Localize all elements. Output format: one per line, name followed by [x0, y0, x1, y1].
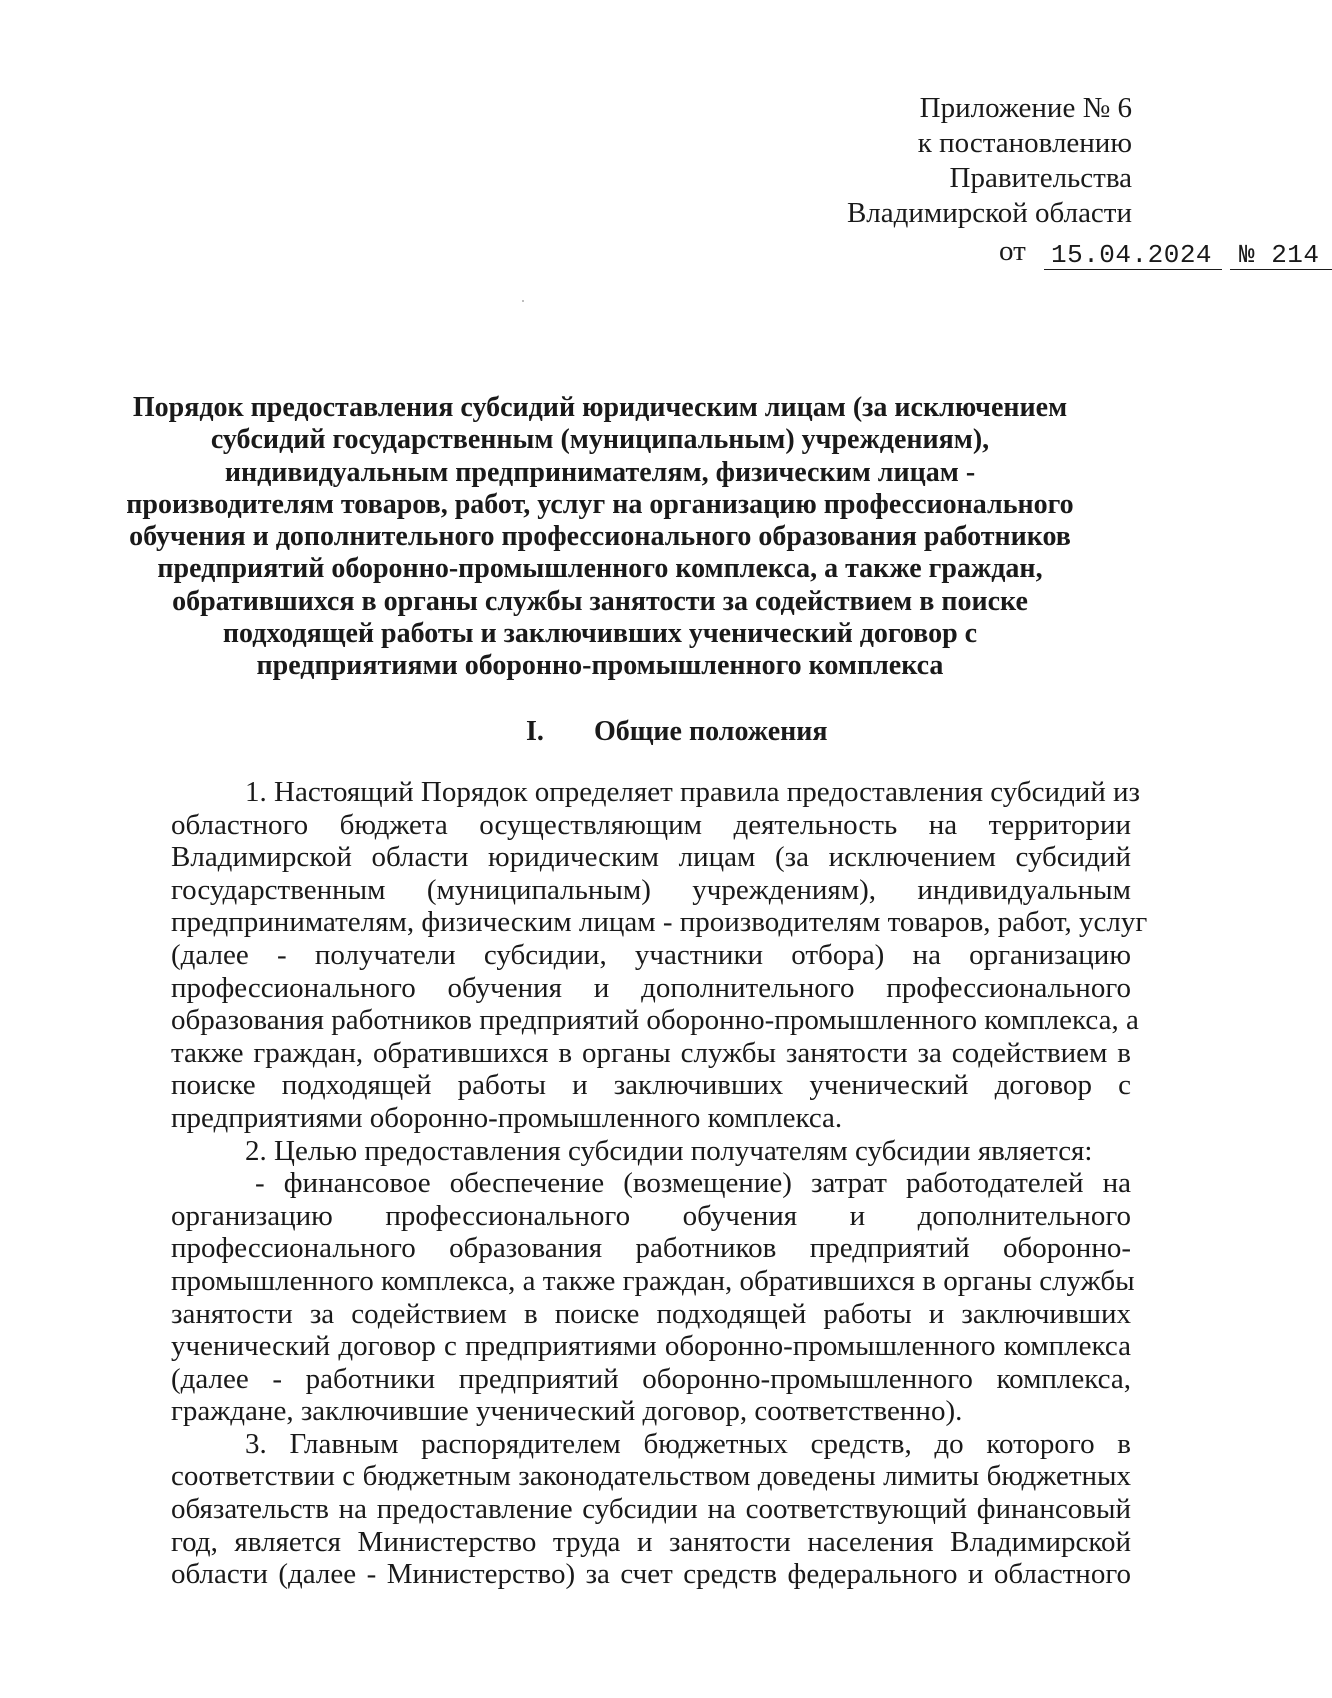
paragraph-line: 1. Настоящий Порядок определяет правила предоставления субсидий из: [245, 776, 1141, 808]
paragraph-line: государственным (муниципальным) учреждениям), индивидуальным: [171, 873, 1131, 906]
paragraph-line: - финансовое обеспечение (возмещение) затрат работодателей на: [255, 1167, 1131, 1200]
paragraph-line: предпринимателям, физическим лицам - производителям товаров, работ, услуг: [171, 906, 1148, 939]
paragraph-line: граждане, заключившие ученический договор, соответственно).: [171, 1395, 963, 1428]
paragraph-line: соответствии с бюджетным законодательством доведены лимиты бюджетных: [171, 1460, 1131, 1493]
paragraph-line: поиске подходящей работы и заключивших ученический договор с: [171, 1069, 1131, 1102]
number-underline: [1230, 269, 1332, 270]
document-title: [100, 392, 1100, 683]
date-prefix: от: [999, 235, 1026, 267]
paragraph-line: ученический договор с предприятиями оборонно-промышленного комплекса: [171, 1330, 1131, 1363]
title-line: индивидуальным предпринимателям, физическим лицам -: [224, 456, 976, 488]
paragraph-line: профессионального образования работников предприятий оборонно-: [171, 1232, 1131, 1265]
title-line: подходящей работы и заключивших ученический договор с: [222, 618, 978, 650]
title-line: Порядок предоставления субсидий юридическим лицам (за исключением: [132, 392, 1068, 423]
paragraph-line: год, является Министерство труда и занятости населения Владимирской: [171, 1525, 1131, 1558]
paragraph-line: предприятиями оборонно-промышленного комплекса.: [171, 1101, 843, 1134]
paragraph-line: обязательств на предоставление субсидии на соответствующий финансовый: [171, 1493, 1131, 1526]
resolution-date-row: [672, 231, 1320, 271]
paragraph-line: (далее - получатели субсидии, участники отбора) на организацию: [171, 938, 1131, 971]
paragraph-line: областного бюджета осуществляющим деятельность на территории: [171, 808, 1131, 841]
title-line: производителям товаров, работ, услуг на организацию профессионального: [126, 488, 1074, 520]
date-underline: [1044, 269, 1222, 270]
header-line: Приложение № 6: [919, 92, 1132, 124]
title-line: обратившихся в органы службы занятости за содействием в поиске: [172, 585, 1028, 617]
title-line: предприятий оборонно-промышленного комплекса, а также граждан,: [157, 553, 1043, 585]
title-line: субсидий государственным (муниципальным) учреждениям),: [210, 424, 990, 456]
paragraph-line: организацию профессионального обучения и дополнительного: [171, 1199, 1131, 1232]
header-line: Правительства: [949, 162, 1132, 194]
appendix-header: [672, 91, 1320, 271]
title-line: обучения и дополнительного профессионального образования работников: [129, 521, 1071, 553]
document-body: [171, 776, 1148, 1591]
section-title: Общие положения: [594, 716, 828, 747]
paragraph-line: Владимирской области юридическим лицам (за исключением субсидий: [171, 841, 1131, 874]
paragraph-line: (далее - работники предприятий оборонно-промышленного комплекса,: [171, 1362, 1131, 1395]
paragraph-line: 3. Главным распорядителем бюджетных средств, до которого в: [245, 1427, 1131, 1460]
resolution-date: 15.04.2024: [1051, 240, 1213, 270]
header-line: Владимирской области: [846, 197, 1132, 229]
header-line: к постановлению: [917, 127, 1132, 159]
paragraph-line: области (далее - Министерство) за счет средств федерального и областного: [171, 1558, 1131, 1591]
paragraph-line: образования работников предприятий оборонно-промышленного комплекса, а: [171, 1004, 1139, 1037]
section-number: I.: [526, 716, 544, 747]
title-line: предприятиями оборонно-промышленного комплекса: [256, 650, 944, 682]
paragraph-line: занятости за содействием в поиске подходящей работы и заключивших: [171, 1297, 1131, 1330]
paragraph-line: также граждан, обратившихся в органы службы занятости за содействием в: [171, 1036, 1131, 1069]
paragraph-line: профессионального обучения и дополнительного профессионального: [171, 971, 1131, 1004]
scan-speck: [522, 300, 524, 302]
paragraph-line: 2. Целью предоставления субсидии получателям субсидии является:: [245, 1134, 1093, 1167]
paragraph-line: промышленного комплекса, а также граждан, обратившихся в органы службы: [171, 1264, 1135, 1297]
resolution-number: № 214: [1239, 240, 1320, 270]
